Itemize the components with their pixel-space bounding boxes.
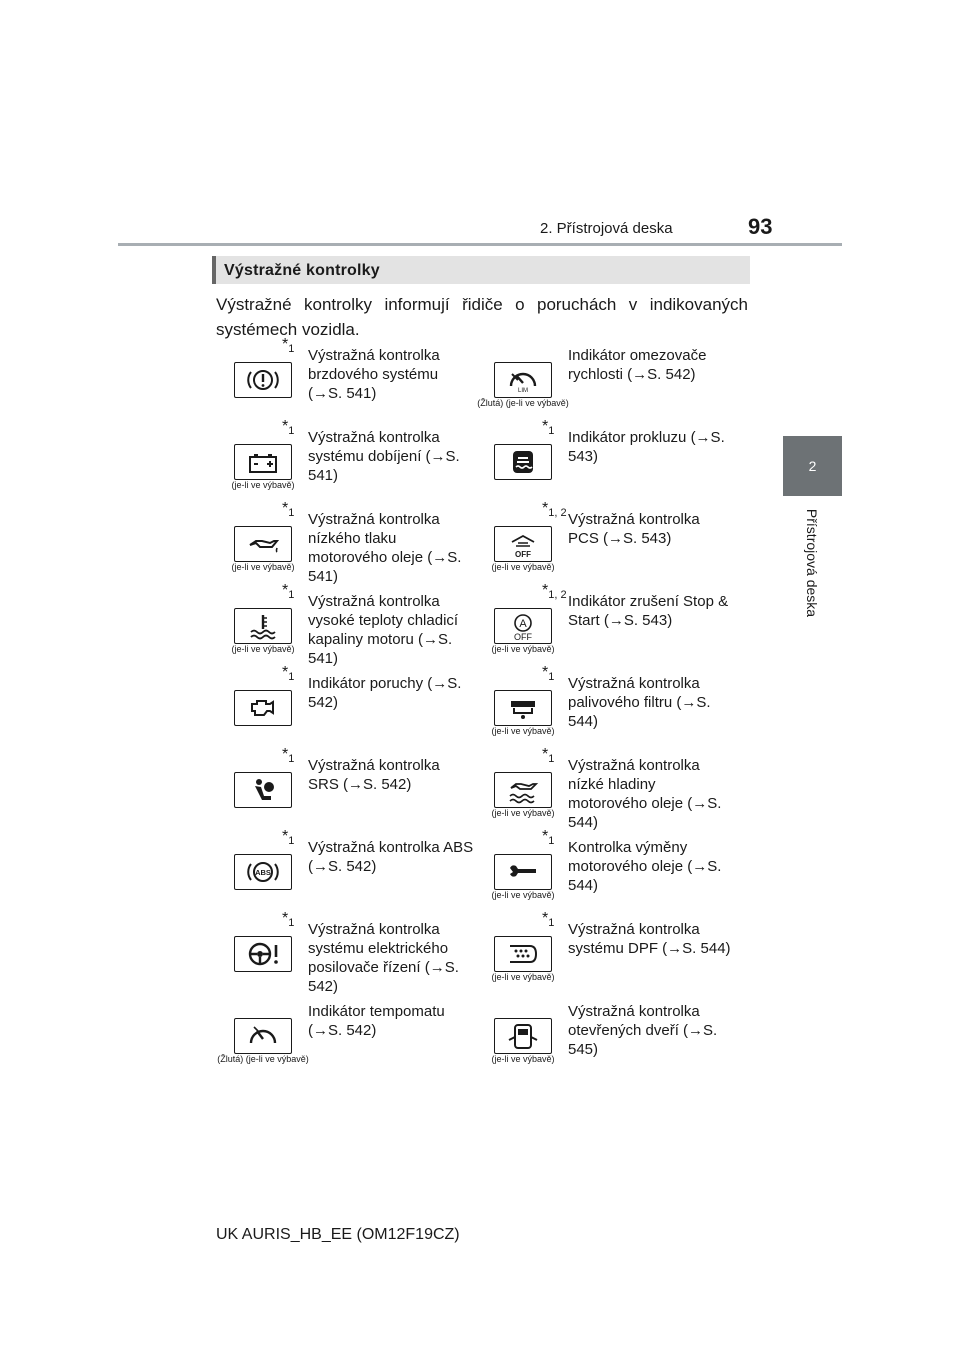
footnote-marker [282,418,294,436]
footnote-reference: 1 [548,835,555,847]
brake-warning-icon [234,362,292,398]
warning-light-entry [214,500,474,584]
footnote-asterisk: * [542,910,549,927]
warning-light-entry [474,418,734,502]
footnote-reference: 1 [548,671,555,683]
warning-light-entry [474,582,734,666]
footnote-asterisk: * [282,418,289,435]
availability-note: (je-li ve výbavě) [491,972,555,982]
slip-indicator-icon [494,444,552,480]
footnote-asterisk: * [542,746,549,763]
warning-light-entry [474,500,734,584]
check-engine-icon [234,690,292,726]
stop-start-off-icon [494,608,552,644]
footnote-marker [542,828,554,846]
availability-note: (je-li ve výbavě) [491,726,555,736]
footnote-asterisk: * [282,910,289,927]
warning-light-entry [214,418,474,502]
pcs-off-icon-glyph [506,530,540,558]
availability-note: (je-li ve výbavě) [491,644,555,654]
power-steering-icon [234,936,292,972]
warning-light-entry [474,910,734,994]
warning-light-entry [214,582,474,666]
warning-light-description: Výstražná kontrolka systému elektrického posilovače řízení (→S. 542) [308,921,459,995]
srs-airbag-icon [234,772,292,808]
intro-paragraph: Výstražné kontrolky informují řidiče o poruchách v indikovaných systémech vozidla. [216,295,748,339]
warning-light-entry [214,746,474,830]
footnote-asterisk: * [282,828,289,845]
fuel-filter-icon-glyph [506,694,540,722]
slip-indicator-icon-glyph [506,448,540,476]
warning-light-entry [474,828,734,912]
footnote-reference: 1 [288,753,295,765]
warning-light-description: Výstražná kontrolka nízkého tlaku motorového oleje (→S. 541) [308,511,462,585]
warning-light-description: Výstražná kontrolka PCS (→S. 543) [568,511,700,547]
footnote-reference: 1 [288,425,295,437]
availability-note: (je-li ve výbavě) [491,890,555,900]
warning-light-description: Výstražná kontrolka nízké hladiny motorového oleje (→S. 544) [568,757,722,831]
footnote-reference: 1 [288,671,295,683]
footnote-reference: 1 [288,343,295,355]
svg-text:LIM: LIM [517,388,529,394]
footnote-marker [542,910,554,928]
footnote-asterisk: * [282,746,289,763]
warning-light-description: Výstražná kontrolka vysoké teploty chladicí kapaliny motoru (→S. 541) [308,593,459,667]
abs-icon [234,854,292,890]
warning-light-description: Výstražná kontrolka ABS (→S. 542) [308,839,474,875]
section-heading: Výstražné kontrolky [224,262,380,279]
running-header-section: 2. Přístrojová deska [540,220,673,237]
battery-charging-icon [234,444,292,480]
cruise-control-icon-glyph [246,1022,280,1050]
page-number: 93 [748,214,773,239]
low-oil-level-icon-glyph [506,776,540,804]
footnote-marker [282,336,294,354]
warning-light-entry [214,828,474,912]
warning-light-description: Výstražná kontrolka systému DPF (→S. 544) [568,921,731,957]
header-rule [118,243,842,246]
warning-light-entry [474,746,734,830]
oil-change-wrench-icon [494,854,552,890]
coolant-temperature-icon [234,608,292,644]
availability-note: (je-li ve výbavě) [231,644,295,654]
low-oil-level-icon [494,772,552,808]
footnote-reference: 1, 2 [548,589,567,601]
footnote-asterisk: * [282,582,289,599]
footnote-asterisk: * [282,500,289,517]
abs-icon-glyph [246,858,280,886]
footnote-reference: 1, 2 [548,507,567,519]
footnote-asterisk: * [542,418,549,435]
warning-light-description: Výstražná kontrolka palivového filtru (→S. 544) [568,675,711,730]
check-engine-icon-glyph [246,694,280,722]
footnote-asterisk: * [282,336,289,353]
footnote-reference: 1 [288,917,295,929]
footnote-reference: 1 [548,917,555,929]
warning-light-description: Výstražná kontrolka SRS (→S. 542) [308,757,440,793]
availability-note: (je-li ve výbavě) [491,562,555,572]
footnote-reference: 1 [288,835,295,847]
fuel-filter-icon [494,690,552,726]
footnote-marker [542,582,567,600]
footnote-reference: 1 [548,753,555,765]
dpf-icon-glyph [506,940,540,968]
footnote-marker [282,910,294,928]
footnote-asterisk: * [542,828,549,845]
warning-light-description: Indikátor prokluzu (→S. 543) [568,429,725,465]
battery-charging-icon-glyph [246,448,280,476]
footnote-marker [542,664,554,682]
pcs-off-icon [494,526,552,562]
warning-light-description: Výstražná kontrolka otevřených dveří (→S. 545) [568,1003,718,1058]
footnote-reference: 1 [548,425,555,437]
availability-note: (Žlutá) (je-li ve výbavě) [217,1054,309,1064]
chapter-tab-number: 2 [783,436,842,496]
warning-light-entry [474,992,734,1076]
warning-light-description: Indikátor zrušení Stop & Start (→S. 543) [568,593,729,629]
availability-note: (Žlutá) (je-li ve výbavě) [477,398,569,408]
coolant-temperature-icon-glyph [246,612,280,640]
power-steering-icon-glyph [246,940,280,968]
footnote-reference: 1 [288,507,295,519]
footnote-marker [542,746,554,764]
footnote-asterisk: * [542,664,549,681]
stop-start-off-icon-glyph [506,612,540,640]
footnote-marker [282,500,294,518]
srs-airbag-icon-glyph [246,776,280,804]
brake-warning-icon-glyph [246,366,280,394]
warning-light-entry [214,664,474,748]
svg-text:OFF: OFF [515,550,531,558]
warning-light-description: Indikátor tempomatu (→S. 542) [308,1003,445,1039]
chapter-tab-label-text: Přístrojová deska [804,508,821,618]
warning-light-description: Výstražná kontrolka brzdového systému (→S. 541) [308,347,440,402]
availability-note: (je-li ve výbavě) [491,1054,555,1064]
warning-light-entry [474,336,734,420]
oil-pressure-icon-glyph [246,530,280,558]
speed-limiter-icon-glyph [506,366,540,394]
warning-light-entry [214,336,474,420]
footnote-reference: 1 [288,589,295,601]
document-footer: UK AURIS_HB_EE (OM12F19CZ) [216,1226,460,1243]
cruise-control-icon [234,1018,292,1054]
oil-change-wrench-icon-glyph [506,858,540,886]
svg-text:ABS: ABS [255,868,271,877]
warning-light-description: Indikátor omezovače rychlosti (→S. 542) [568,347,707,383]
speed-limiter-icon [494,362,552,398]
chapter-tab-label [772,498,852,628]
svg-text:OFF: OFF [514,632,532,640]
footnote-marker [542,418,554,436]
footnote-marker [542,500,567,518]
warning-light-entry [214,992,474,1076]
footnote-asterisk: * [542,582,549,599]
availability-note: (je-li ve výbavě) [231,562,295,572]
warning-light-entry [214,910,474,994]
svg-text:A: A [519,618,527,630]
warning-light-description: Indikátor poruchy (→S. 542) [308,675,462,711]
footnote-marker [282,664,294,682]
warning-light-entry [474,664,734,748]
footnote-marker [282,746,294,764]
footnote-marker [282,828,294,846]
footnote-marker [282,582,294,600]
warning-light-description: Výstražná kontrolka systému dobíjení (→S. 541) [308,429,460,484]
availability-note: (je-li ve výbavě) [491,808,555,818]
open-door-icon [494,1018,552,1054]
warning-light-description: Kontrolka výměny motorového oleje (→S. 544) [568,839,722,894]
footnote-asterisk: * [542,500,549,517]
oil-pressure-icon [234,526,292,562]
dpf-icon [494,936,552,972]
availability-note: (je-li ve výbavě) [231,480,295,490]
open-door-icon-glyph [506,1022,540,1050]
footnote-asterisk: * [282,664,289,681]
